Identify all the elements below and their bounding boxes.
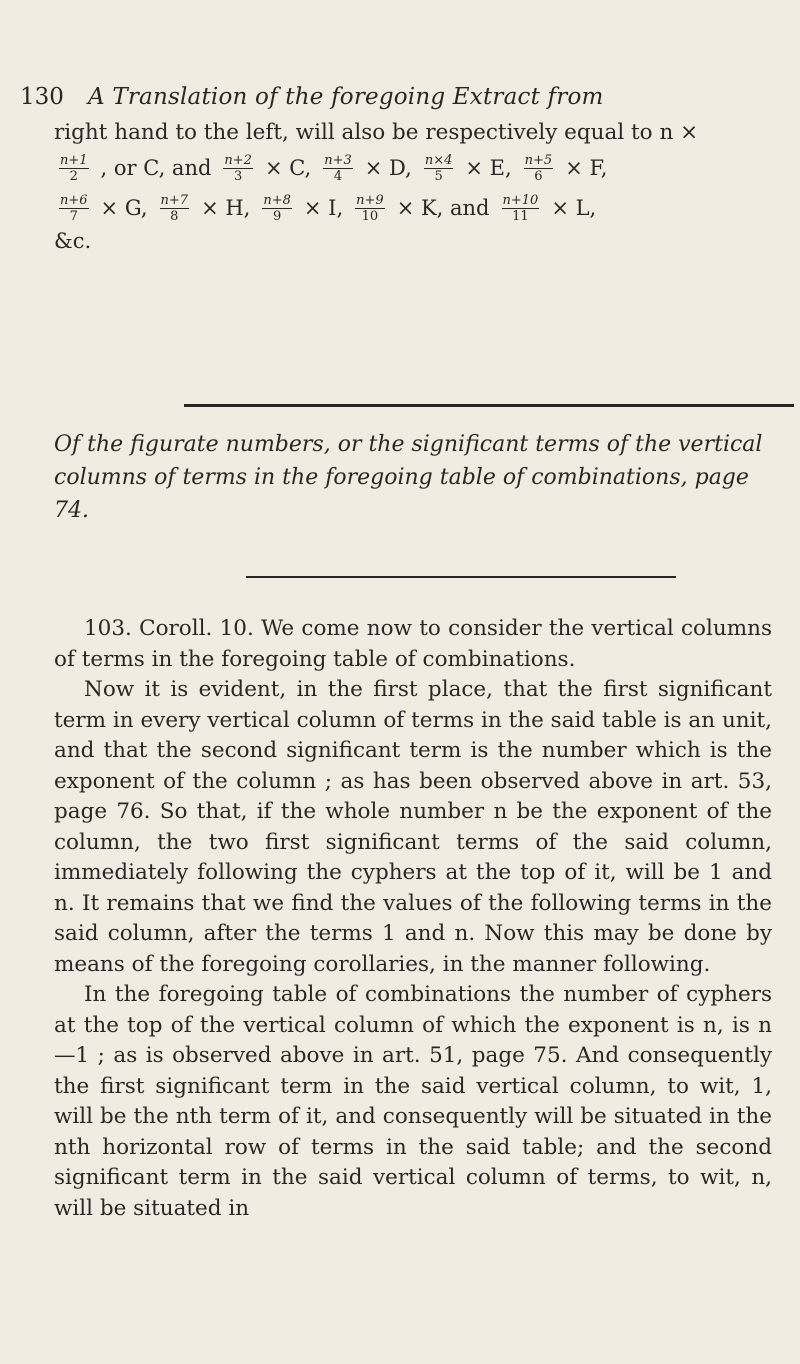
formula-text: × C, <box>264 156 312 180</box>
formula-text: × D, <box>364 156 412 180</box>
fraction: $\frac{n\times 4}{5}$ <box>424 152 453 184</box>
formula-text: × F, <box>565 156 608 180</box>
formula-line-1 <box>54 148 772 188</box>
paragraph: In the foregoing table of combinations the number of cyphers at the top of the vertical column of which the exponent is n, is n—1 ; as is observed above in art. 51, page 75. And consequently the first significant term in the said vertical column, to wit, 1, will be the nth term of it, and consequently will be situated in the nth horizontal row of terms in the said table; and the second significant term in the said vertical column of terms, to wit, n, will be situated in <box>54 982 772 1221</box>
running-title: A Translation of the foregoing Extract from <box>88 84 604 110</box>
formula-line-2 <box>54 188 772 228</box>
intro-line: right hand to the left, will also be respectively equal to n × <box>54 120 699 145</box>
formula-text: × H, <box>201 196 251 220</box>
formula-text: , or C, and <box>100 156 212 180</box>
section-divider-top <box>184 404 794 407</box>
fraction: $\frac{n+6}{7}$ <box>60 192 88 224</box>
fraction: $\frac{n+10}{11}$ <box>502 192 539 224</box>
fraction: $\frac{n+2}{3}$ <box>224 152 252 184</box>
formula-text: × G, <box>100 196 148 220</box>
formula-text: × K, and <box>396 196 490 220</box>
body-text <box>54 614 772 1224</box>
fraction: $\frac{n+3}{4}$ <box>324 152 352 184</box>
fraction: $\frac{n+7}{8}$ <box>160 192 189 224</box>
paragraph: Now it is evident, in the first place, that the first significant term in every vertical column of terms in the said table is an unit, and that the second significant term is the number which is the exponent of the column ; as has been observed above in art. 53, page 76. So that, if the whole number n be the exponent of the column, the two first significant terms of the said column, immediately following the cyphers at the top of it, will be 1 and n. It remains that we find the values of the following terms in the said column, after the terms 1 and n. Now this may be done by means of the foregoing corollaries, in the manner following. <box>54 677 772 977</box>
section-divider-bottom <box>246 576 676 578</box>
etc-text: &c. <box>54 229 92 253</box>
section-title: Of the figurate numbers, or the significant terms of the vertical columns of terms in the foregoing table of combinations, page 74. <box>54 432 763 523</box>
fraction: $\frac{n+1}{2}$ <box>60 152 88 184</box>
page-number: 130 <box>20 84 64 110</box>
fraction: $\frac{n+5}{6}$ <box>524 152 553 184</box>
formula-text: × I, <box>303 196 344 220</box>
formula-block <box>54 148 772 254</box>
intro-text <box>54 118 772 149</box>
formula-text: × E, <box>465 156 512 180</box>
fraction: $\frac{n+8}{9}$ <box>263 192 291 224</box>
formula-text: × L, <box>551 196 597 220</box>
fraction: $\frac{n+9}{10}$ <box>356 192 384 224</box>
paragraph: 103. Coroll. 10. We come now to consider the vertical columns of terms in the foregoing table of combinations. <box>54 616 772 672</box>
